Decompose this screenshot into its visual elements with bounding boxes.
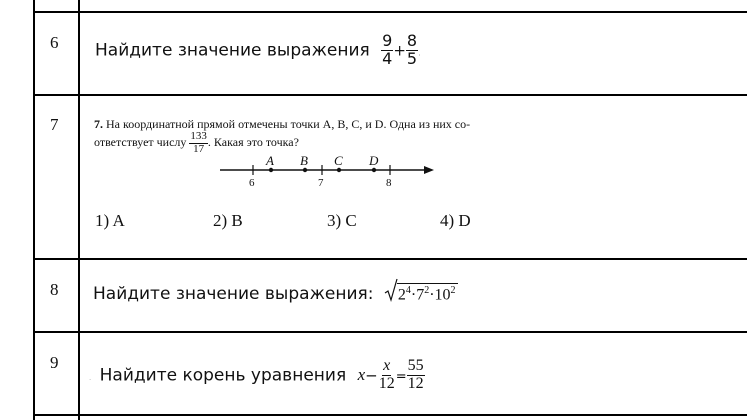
point-d (372, 168, 376, 172)
point-label-c: C (334, 153, 343, 168)
numerator: 9 (382, 31, 393, 50)
variable: x (357, 365, 366, 385)
task-text: Найдите значение выражения (95, 40, 370, 61)
point-c (337, 168, 341, 172)
task-text: . Какая это точка? (207, 134, 299, 149)
row-number: 7 (50, 115, 59, 134)
multiply-dot: · (410, 286, 417, 303)
task-text: Найдите значение выражения: (93, 284, 374, 304)
answer-option: 4) D (440, 211, 471, 230)
base: 10 (434, 286, 451, 303)
numerator: 8 (406, 31, 418, 50)
exponent: 2 (450, 284, 456, 296)
radicand (397, 283, 458, 304)
fraction (407, 358, 425, 393)
denominator: 4 (382, 48, 393, 68)
point-label-b: B (300, 153, 308, 168)
exponent: 4 (405, 284, 411, 296)
answer-option: 1) A (95, 211, 125, 230)
fraction (378, 358, 396, 393)
tick-label: 6 (249, 177, 255, 189)
tick-label: 7 (318, 177, 324, 189)
task-text: На координатной прямой отмечены точки A, B, C, и D. Одна из них со- (106, 117, 471, 131)
task-number-bold: 7. (94, 117, 103, 131)
point-b (303, 168, 307, 172)
point-a (269, 168, 273, 172)
answer-option: 2) B (213, 211, 243, 230)
tick-label: 8 (386, 177, 392, 189)
denominator: 12 (407, 374, 424, 392)
denominator: 5 (406, 48, 418, 68)
leading-dot: . (89, 374, 92, 383)
task-8 (93, 284, 458, 304)
denominator: 17 (193, 142, 205, 155)
exponent: 2 (424, 284, 430, 296)
square-root (384, 284, 458, 304)
trailing-dot: . (418, 48, 421, 58)
base: 7 (416, 286, 425, 303)
answer-option: 3) C (327, 211, 357, 230)
plus-sign: + (393, 41, 406, 60)
numerator: 133 (190, 130, 207, 142)
base: 2 (397, 286, 406, 303)
numerator: 55 (407, 357, 424, 374)
equals-sign: = (395, 369, 407, 385)
denominator: 12 (378, 374, 395, 392)
radical-sign-icon (384, 278, 398, 304)
numerator: x (383, 357, 391, 374)
row-number: 9 (50, 353, 59, 372)
axis-arrow (424, 166, 434, 174)
minus-sign: − (365, 366, 378, 385)
task-text: ответствует числу (94, 134, 187, 149)
row-number: 8 (50, 280, 59, 299)
row-number: 6 (50, 33, 59, 52)
point-label-a: A (266, 153, 274, 168)
task-text: Найдите корень уравнения (99, 365, 347, 386)
point-label-d: D (369, 153, 379, 168)
task-9 (89, 358, 425, 393)
multiply-dot: · (429, 286, 435, 303)
